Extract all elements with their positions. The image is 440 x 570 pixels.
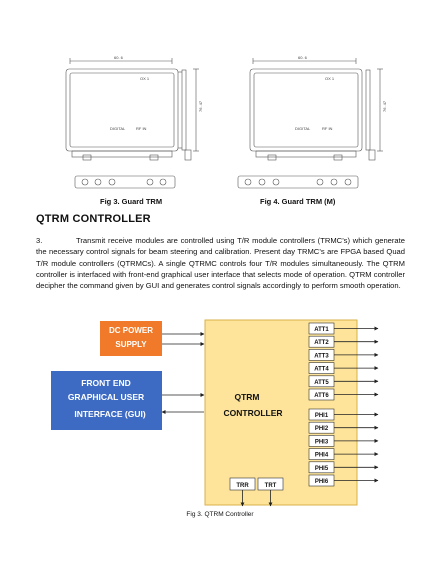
fig4-caption: Fig 4. Guard TRM (M) [260, 197, 336, 206]
dc-power-line1: DC POWER [109, 326, 153, 335]
att-output-label-1: ATT1 [314, 327, 329, 333]
dim-width-right: 60. 6 [298, 55, 307, 60]
att-output-label-6: ATT6 [314, 393, 329, 399]
controller-label-line1: QTRM [234, 392, 260, 402]
phi-output-label-3: PHI3 [314, 439, 329, 446]
att-output-label-3: ATT3 [314, 353, 329, 360]
digital-label-left: DIGITAL [110, 126, 126, 131]
dim-height-left: 76. 47 [198, 100, 203, 112]
digital-label-right: DIGITAL [295, 126, 311, 131]
qtrm-figure-caption: Fig 3. QTRM Controller [186, 511, 254, 518]
att-output-label-4: ATT4 [314, 366, 329, 373]
phi-output-label-1: PHI1 [314, 413, 329, 419]
phi-output-label-6: PHI6 [314, 479, 329, 485]
gui-line3: INTERFACE (GUI) [74, 409, 146, 419]
phi-output-label-2: PHI2 [314, 426, 329, 433]
dim-height-right: 76. 47 [382, 100, 387, 112]
trr-output-label: TRR [236, 483, 249, 489]
rf-label-right: RF IN [322, 126, 333, 131]
dc-power-line2: SUPPLY [115, 340, 147, 349]
gui-line1: FRONT END [81, 378, 131, 388]
para-text: Transmit receive modules are controlled using T/R module controllers (TRMC’s) which generate the necessary control signals for beam steering and calibration. Present day TRMC’s are FPGA based Quad T/R module controllers (QTRMCs). A single QTRMC controls four T/R modules simultaneously. The QTRM controller is interfaced with front-end graphical user interface that selects mode of operation. QTRM controller decipher the command given by GUI and generates control signals accordingly to perform smooth operation. [36, 236, 405, 291]
trt-output-label: TRT [264, 483, 277, 489]
att-output-label-2: ATT2 [314, 340, 329, 347]
module-tag-left: OX 1 [140, 76, 150, 81]
rf-label-left: RF IN [136, 126, 147, 131]
gui-line2: GRAPHICAL USER [67, 392, 145, 402]
para-number: 3. [36, 236, 43, 245]
phi-output-label-4: PHI4 [314, 452, 329, 459]
controller-label-line2: CONTROLLER [223, 408, 283, 418]
fig3-caption: Fig 3. Guard TRM [100, 197, 163, 206]
dim-width-left: 60. 6 [114, 55, 123, 60]
section-heading: QTRM CONTROLLER [36, 213, 151, 225]
phi-output-label-5: PHI5 [314, 465, 329, 472]
att-output-label-5: ATT5 [314, 379, 329, 386]
module-tag-right: OX 1 [325, 76, 335, 81]
